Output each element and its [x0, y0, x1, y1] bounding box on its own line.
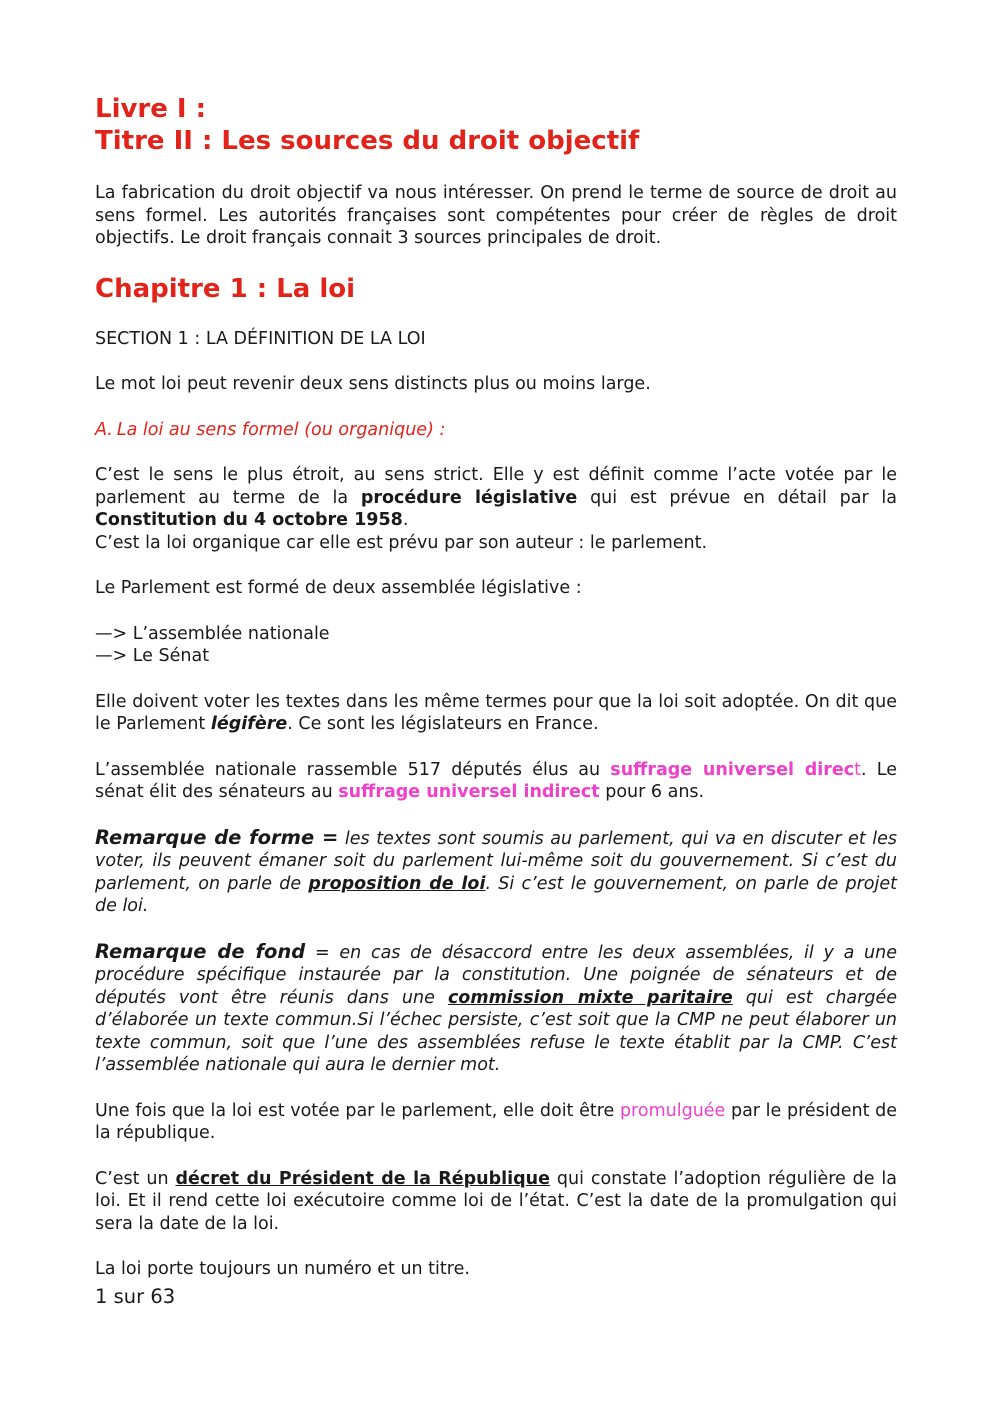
vote-paragraph	[95, 691, 897, 736]
text-run: C’est le sens le plus étroit, au sens strict. Elle y est définit comme l’acte votée par le parlement au terme de la	[95, 465, 897, 508]
bold-term: procédure législative	[360, 487, 578, 508]
organique-line: C’est la loi organique car elle est prévu par son auteur : le parlement.	[95, 532, 708, 553]
highlight-term: suffrage universel indirect	[338, 782, 600, 802]
remarque-fond-paragraph	[95, 941, 897, 1077]
bold-term: Constitution du 4 octobre 1958	[95, 510, 403, 530]
text-run: L’assemblée nationale rassemble 517 députés élus au	[95, 759, 611, 780]
remarque-label: Remarque de forme =	[95, 825, 339, 849]
text-run: pour 6 ans.	[599, 782, 705, 802]
text-run: . Si c’est le gouvernement, on parle de projet de loi.	[95, 873, 897, 916]
text-run: qui constate l’adoption régulière de la loi. Et il rend cette loi exécutoire comme loi de l’état. C’est la date de la promulgation qui sera la date de la loi.	[95, 1168, 898, 1234]
assemblee-paragraph	[95, 759, 897, 804]
parlement-paragraph: Le Parlement est formé de deux assemblée législative :	[95, 578, 582, 598]
document-page	[95, 93, 897, 1281]
chapter-heading: Chapitre 1 : La loi	[95, 273, 356, 304]
titre-heading: Titre II : Les sources du droit objectif	[95, 126, 640, 156]
list-item: —> L’assemblée nationale	[95, 623, 330, 644]
highlight-term: promulguée	[619, 1100, 726, 1121]
section-heading: SECTION 1 : LA DÉFINITION DE LA LOI	[95, 328, 426, 349]
subheading-text: La loi au sens formel (ou organique) :	[116, 419, 446, 440]
list-item: —> Le Sénat	[95, 646, 210, 666]
underlined-term: proposition de loi	[308, 873, 486, 894]
text-run: qui est chargée d’élaborée un texte commun.Si l’échec persiste, c’est soit que la CMP ne peut élaborer un texte commun, soit que l’une des assemblées refuse le texte établit par la CMP. C’est l’assemblée nationale qui aura le dernier mot.	[95, 987, 897, 1075]
remarque-label: Remarque de fond	[95, 939, 306, 963]
text-run: . Le sénat élit des sénateurs au	[95, 759, 897, 802]
text-run: Elle doivent voter les textes dans les même termes pour que la loi soit adoptée. On dit que le Parlement	[95, 691, 897, 734]
subheading-a	[95, 419, 897, 442]
livre-heading: Livre I :	[95, 94, 207, 124]
strict-paragraph	[95, 464, 897, 532]
text-run: Une fois que la loi est votée par le parlement, elle doit être	[95, 1100, 620, 1121]
text-run: . Ce sont les législateurs en France.	[287, 714, 599, 734]
underlined-term: décret du Président de la République	[175, 1168, 551, 1189]
subheading-marker: A.	[95, 419, 113, 440]
decret-paragraph	[95, 1168, 897, 1236]
text-run: les textes sont soumis au parlement, qui va en discuter et les voter, ils peuvent émaner soit du parlement lui-même soit du gouvernement. Si c’est du parlement, on parle de	[95, 828, 897, 894]
promulgation-paragraph	[95, 1100, 897, 1145]
sens-paragraph: Le mot loi peut revenir deux sens distincts plus ou moins large.	[95, 374, 651, 394]
text-run: = en cas de désaccord entre les deux assemblées, il y a une procédure spécifique instaurée par la constitution. Une poignée de sénateurs et de députés vont être réunis dans une	[95, 942, 897, 1008]
page-number: 1 sur 63	[95, 1285, 176, 1308]
highlight-term: t	[854, 759, 862, 780]
text-run: .	[402, 510, 409, 530]
numero-paragraph: La loi porte toujours un numéro et un titre.	[95, 1259, 470, 1279]
highlight-term: suffrage universel direc	[610, 759, 855, 780]
bold-italic-term: légifère	[210, 714, 288, 734]
text-run: C’est un	[95, 1168, 176, 1189]
remarque-forme-paragraph	[95, 827, 897, 918]
text-run: par le président de la république.	[95, 1100, 897, 1143]
underlined-term: commission mixte paritaire	[447, 987, 733, 1008]
intro-paragraph: La fabrication du droit objectif va nous intéresser. On prend le terme de source de droit au sens formel. Les autorités françaises sont compétentes pour créer de règles de droit objectifs. Le droit français connait 3 sources principales de droit.	[95, 183, 897, 248]
text-run: qui est prévue en détail par la	[577, 487, 898, 508]
